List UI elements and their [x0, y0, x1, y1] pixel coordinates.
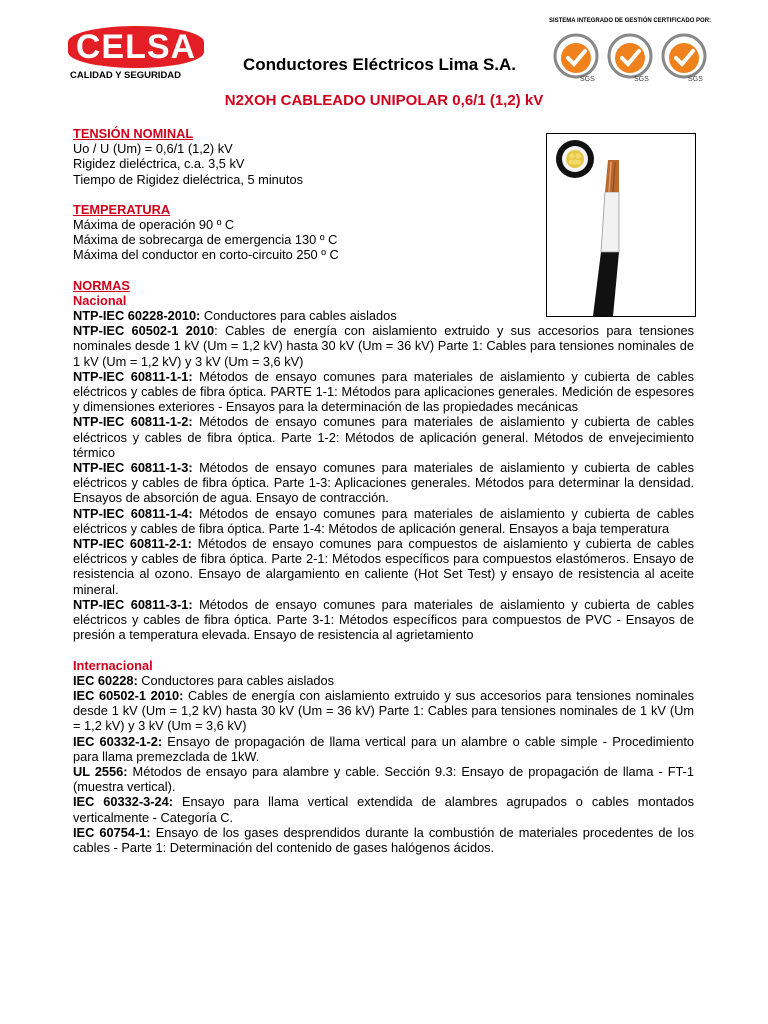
nacional-heading: Nacional: [73, 292, 127, 308]
sgs-cert-icon: [604, 32, 656, 84]
norma-entry: [73, 734, 694, 764]
temperatura-line: Máxima de sobrecarga de emergencia 130 º C: [73, 232, 338, 248]
norma-code: NTP-IEC 60811-1-1:: [73, 368, 193, 384]
norma-code: NTP-IEC 60811-2-1:: [73, 536, 192, 552]
norma-text: Cables de energía con aislamiento extruido y sus accesorios para tensiones nominales desde 1 kV (Um = 1,2 kV) hasta 30 kV (Um = 36 kV) Parte 1: Cables para tensiones nominales de 1 kV (Um = 1,2 kV) y 3 kV (Um = 3,6 kV): [73, 687, 694, 734]
norma-text: Ensayo para llama vertical extendida de alambres agrupados o cables montados verticalmente - Categoría C.: [73, 794, 695, 825]
norma-entry: [73, 460, 694, 506]
tension-heading: TENSIÓN NOMINAL: [73, 126, 194, 141]
logo-badge: [68, 26, 204, 68]
company-name: Conductores Eléctricos Lima S.A.: [243, 55, 517, 74]
norma-text: Métodos de ensayo para alambre y cable. Sección 9.3: Ensayo de propagación de llama - FT-1 (muestra vertical).: [73, 763, 695, 795]
cert-label: SGS: [688, 76, 703, 83]
internacional-heading: Internacional: [73, 657, 153, 673]
temperatura-heading: TEMPERATURA: [73, 201, 171, 217]
norma-text: Métodos de ensayo comunes para materiales de aislamiento y cubierta de cables eléctricos y cables de fibra óptica. PARTE 1-1: Métodos para aplicaciones generales. Medición de espesores y dimensiones exteriores - Ensayos para la determinación de las propiedades mecánicas: [73, 368, 694, 415]
temperatura-line: Máxima del conductor en corto-circuito 250 º C: [73, 247, 339, 263]
norma-code: IEC 60228:: [73, 672, 138, 688]
norma-entry: [73, 369, 694, 415]
cert-label: SGS: [580, 76, 595, 83]
norma-code: IEC 60332-3-24:: [73, 794, 174, 810]
certification-badges: [542, 18, 718, 90]
cert-caption: SISTEMA INTEGRADO DE GESTIÓN CERTIFICADO POR:: [548, 18, 712, 24]
norma-entry: [73, 825, 694, 855]
norma-text: Ensayo de los gases desprendidos durante la combustión de materiales procedentes de los cables - Parte 1: Determinación del contenido de gases halógenos ácidos.: [73, 824, 694, 855]
norma-text: Métodos de ensayo comunes para materiales de aislamiento y cubierta de cables eléctricos y cables de fibra óptica. Parte 1-3: Aplicaciones generales. Métodos para determinar la densidad. Ensayos de absorción de agua. Ensayo de contracción.: [73, 460, 694, 506]
norma-text: Ensayo de propagación de llama vertical para un alambre o cable simple - Procedimiento para llama premezclada de 1kW.: [73, 733, 694, 764]
norma-text: Conductores para cables aislados: [137, 672, 335, 688]
norma-entry: [73, 506, 694, 536]
temperatura-line: Máxima de operación 90 º C: [73, 217, 235, 233]
norma-entry: [73, 597, 694, 643]
norma-code: NTP-IEC 60811-1-2:: [73, 414, 193, 430]
logo-text: CELSA: [75, 27, 197, 66]
norma-entry: [73, 794, 694, 824]
normas-heading: NORMAS: [73, 277, 130, 293]
norma-entry: [73, 414, 694, 460]
sgs-cert-icon: [658, 32, 710, 84]
norma-entry: [73, 764, 694, 794]
norma-text: Métodos de ensayo comunes para materiales de aislamiento y cubierta de cables eléctricos y cables de fibra óptica. Parte 3-1: Métodos específicos para compuestos de PVC - Ensayos de presión a temperatura elevada. Ensayo de resistencia al agrietamiento: [73, 596, 694, 643]
norma-code: IEC 60332-1-2:: [73, 733, 163, 749]
norma-entry: [73, 308, 694, 323]
cert-label: SGS: [634, 76, 649, 83]
norma-entry: [73, 323, 694, 369]
norma-code: IEC 60502-1 2010:: [73, 687, 184, 703]
page-title: N2XOH CABLEADO UNIPOLAR 0,6/1 (1,2) kV: [224, 92, 544, 109]
norma-code: NTP-IEC 60228-2010:: [73, 308, 201, 324]
tension-line: Tiempo de Rigidez dieléctrica, 5 minutos: [73, 171, 303, 187]
norma-code: NTP-IEC 60811-1-3:: [73, 460, 193, 476]
norma-text: Conductores para cables aislados: [200, 308, 397, 324]
sgs-cert-icon: [550, 32, 602, 84]
norma-text: Métodos de ensayo comunes para materiales de aislamiento y cubierta de cables eléctricos y cables de fibra óptica. Parte 1-4: Métodos de aplicación general. Ensayos a baja temperatura: [73, 505, 694, 536]
norma-entry: [73, 673, 694, 688]
norma-entry: [73, 688, 694, 734]
norma-code: NTP-IEC 60811-3-1:: [73, 596, 193, 612]
tension-line: Rigidez dieléctrica, c.a. 3,5 kV: [73, 156, 245, 172]
norma-code: UL 2556:: [73, 763, 128, 779]
norma-code: NTP-IEC 60811-1-4:: [73, 505, 193, 521]
norma-code: NTP-IEC 60502-1 2010: [73, 323, 215, 339]
norma-code: IEC 60754-1:: [73, 824, 151, 840]
logo-tagline: CALIDAD Y SEGURIDAD: [70, 70, 182, 81]
norma-text: Métodos de ensayo comunes para materiales de aislamiento y cubierta de cables eléctricos y cables de fibra óptica. Parte 1-2: Métodos de aplicación general. Métodos de envejecimiento térmico: [73, 414, 694, 460]
norma-entry: [73, 536, 694, 597]
celsa-logo: [68, 26, 208, 84]
norma-text: Métodos de ensayo comunes para compuestos de aislamiento y cubierta de cables eléctricos y cables de fibra óptica. Parte 2-1: Métodos específicos para compuestos elastómeros. Ensayo de resistencia al ozono. Ensayo de alargamiento en caliente (Hot Set Test) y ensayo de resistencia al aceite mineral.: [73, 536, 695, 597]
tension-line: Uo / U (Um) = 0,6/1 (1,2) kV: [73, 141, 233, 157]
spec-content: [73, 126, 694, 855]
norma-text: : Cables de energía con aislamiento extruido y sus accesorios para tensiones nominales desde 1 kV (Um = 1,2 kV) hasta 30 kV (Um = 36 kV) Parte 1: Cables para tensiones nominales de 1 kV (Um = 1,2 kV) y 3 kV (Um = 3,6 kV): [73, 323, 694, 369]
